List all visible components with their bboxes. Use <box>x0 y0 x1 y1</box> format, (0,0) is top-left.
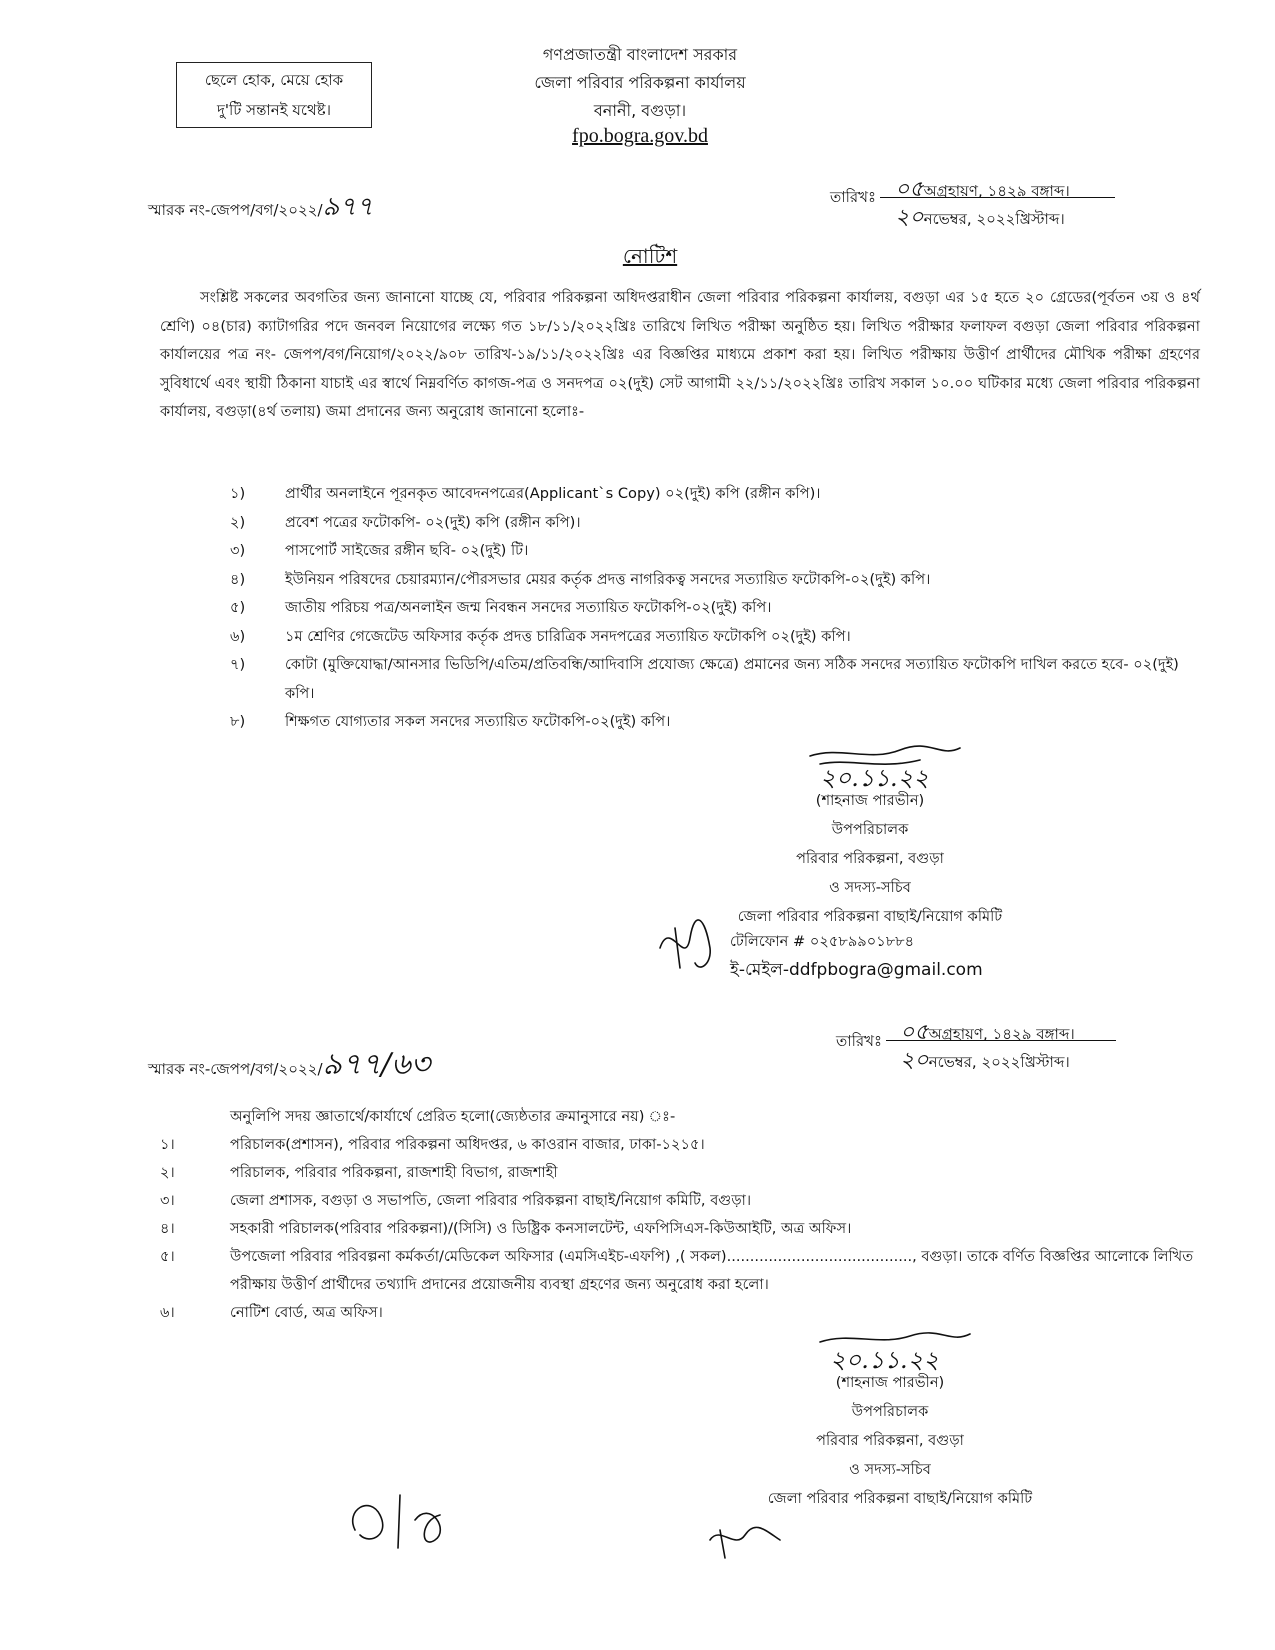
list-item: ২। পরিচালক, পরিবার পরিকল্পনা, রাজশাহী বিভাগ, রাজশাহী <box>160 1164 558 1181</box>
date-greg-1 <box>895 200 1065 237</box>
notice-body <box>160 284 1200 427</box>
signatory-committee: জেলা পরিবার পরিকল্পনা বাছাই/নিয়োগ কমিটি <box>737 908 1003 925</box>
signatory-designation: উপপরিচালক <box>831 821 909 838</box>
signatory-designation: উপপরিচালক <box>851 1403 929 1420</box>
date-label: তারিখঃ <box>830 188 876 206</box>
signature-date-1: ২০.১১.২২ <box>820 764 929 792</box>
distribution-intro: অনুলিপি সদয় জ্ঞাতার্থে/কার্যার্থে প্রেরিত হলো(জ্যেষ্ঠতার ক্রমানুসারে নয়) ঃ- <box>230 1108 676 1125</box>
signatory-office: পরিবার পরিকল্পনা, বগুড়া <box>816 1432 964 1449</box>
required-documents-list <box>230 480 1200 737</box>
signature-block-2 <box>740 1368 1040 1484</box>
signatory-email[interactable]: ই-মেইল-ddfpbogra@gmail.com <box>730 960 983 980</box>
notice-title: নোটিশ <box>622 244 678 268</box>
date-label: তারিখঃ <box>836 1032 882 1050</box>
signatory-name: (শাহনাজ পারভীন) <box>815 792 925 809</box>
website-link[interactable]: fpo.bogra.gov.bd <box>572 125 708 147</box>
list-item: ৪। সহকারী পরিচালক(পরিবার পরিকল্পনা)/(সিসি) ও ডিষ্ট্রিক কনসালটেন্ট, এফপিসিএস-কিউআইটি, অত্র অফিস। <box>160 1220 852 1237</box>
distribution-list <box>160 1103 1200 1327</box>
memo-number-1 <box>148 186 373 230</box>
slogan-box <box>176 62 372 128</box>
signatory-role: ও সদস্য-সচিব <box>849 1461 931 1478</box>
date-bangla-rest: অগ্রহায়ণ, ১৪২৯ বঙ্গাব্দ। <box>923 182 1070 200</box>
list-item: ৫। উপজেলা পরিবার পরিবল্পনা কর্মকর্তা/মেডিকেল অফিসার (এমসিএইচ-এফপি) ,( সকল)........................................, বগুড়া। তাকে বর্ণিত বিজ্ঞপ্তির আলোকে লিখিত পরীক্ষায় উত্তীর্ণ প্রার্থীদের তথ্যাদি প্রদানের প্রয়োজনীয় ব্যবস্থা গ্রহণের জন্য অনুরোধ করা হলো। <box>160 1248 1194 1293</box>
memo-date-2 <box>836 1030 882 1055</box>
initial-scribble-1 <box>650 908 730 978</box>
date-bangla-rest: অগ্রহায়ণ, ১৪২৯ বঙ্গাব্দ। <box>928 1025 1075 1043</box>
date-greg-day: ২০ <box>900 1048 929 1073</box>
slogan-line-2: দু'টি সন্তানই যথেষ্ট। <box>216 101 332 119</box>
list-item: ১) প্রার্থীর অনলাইনে পূরনকৃত আবেদনপত্রের(Applicant`s Copy) ০২(দুই) কপি (রঙ্গীন কপি)। <box>230 485 821 502</box>
signatory-committee: জেলা পরিবার পরিকল্পনা বাছাই/নিয়োগ কমিটি <box>767 1490 1033 1507</box>
list-item: ৮) শিক্ষগত যোগ্যতার সকল সনদের সত্যায়িত ফটোকপি-০২(দুই) কপি। <box>230 713 671 730</box>
notice-body-text: সংশ্লিষ্ট সকলের অবগতির জন্য জানানো যাচ্ছে যে, পরিবার পরিকল্পনা অধিদপ্তরাধীন জেলা পরিবার পরিকল্পনা কার্যালয়, বগুড়া এর ১৫ হতে ২০ গ্রেডের(পূর্বতন ৩য় ও ৪র্থ শ্রেণি) ০৪(চার) ক্যাটাগরির পদে জনবল নিয়োগের লক্ষ্যে গত ১৮/১১/২০২২খ্রিঃ তারিখে লিখিত পরীক্ষা অনুষ্ঠিত হয়। লিখিত পরীক্ষার ফলাফল বগুড়া জেলা পরিবার পরিকল্পনা কার্যালয়ের পত্র নং- জেপপ/বগ/নিয়োগ/২০২২/৯০৮ তারিখ-১৯/১১/২০২২খ্রিঃ এর বিজ্ঞপ্তির মাধ্যমে প্রকাশ করা হয়। লিখিত পরীক্ষায় উত্তীর্ণ প্রার্থীদের মৌখিক পরীক্ষা গ্রহণের সুবিধার্থে এবং স্থায়ী ঠিকানা যাচাই এর স্বার্থে নিম্নবর্ণিত কাগজ-পত্র ও সনদপত্র ০২(দুই) সেট আগামী ২২/১১/২০২২খ্রিঃ তারিখ সকাল ১০.০০ ঘটিকার মধ্যে জেলা পরিবার পরিকল্পনা কার্যালয়, বগুড়া(৪র্থ তলায়) জমা প্রদানের জন্য অনুরোধ জানানো হলোঃ- <box>160 289 1200 420</box>
date-divider <box>880 197 1115 198</box>
date-bangla-day: ০৫ <box>900 1020 929 1045</box>
memo-number-2 <box>148 1040 430 1091</box>
slogan-line-1: ছেলে হোক, মেয়ে হোক <box>204 71 344 89</box>
list-item: ৩) পাসপোর্ট সাইজের রঙ্গীন ছবি- ০২(দুই) টি। <box>230 542 529 559</box>
list-item: ২) প্রবেশ পত্রের ফটোকপি- ০২(দুই) কপি (রঙ্গীন কপি)। <box>230 513 581 531</box>
date-divider <box>886 1040 1116 1041</box>
date-greg-day: ২০ <box>895 205 924 230</box>
signature-block-1 <box>720 786 1020 902</box>
signatory-role: ও সদস্য-সচিব <box>829 879 911 896</box>
list-item: ৪) ইউনিয়ন পরিষদের চেয়ারম্যান/পৌরসভার মেয়র কর্তৃক প্রদত্ত নাগরিকত্ব সনদের সত্যায়িত ফটোকপি-০২(দুই) কপি। <box>230 570 931 588</box>
signatory-name: (শাহনাজ পারভীন) <box>835 1374 945 1391</box>
list-item: ৭) কোটা (মুক্তিযোদ্ধা/আনসার ভিডিপি/এতিম/প্রতিবন্ধি/আদিবাসি প্রযোজ্য ক্ষেত্রে) প্রমানের জন্য সঠিক সনদের সত্যায়িত ফটোকপি দাখিল করতে হবে- ০২(দুই) কপি। <box>230 656 1179 702</box>
header-govt: গণপ্রজাতন্ত্রী বাংলাদেশ সরকার <box>542 45 738 64</box>
list-item: ৫) জাতীয় পরিচয় পত্র/অনলাইন জন্ম নিবন্ধন সনদের সত্যায়িত ফটোকপি-০২(দুই) কপি। <box>230 599 772 616</box>
memo-handwritten-number: ৯৭৭/৬৩ <box>322 1047 431 1082</box>
memo-prefix: স্মারক নং-জেপপ/বগ/২০২২/ <box>148 201 323 219</box>
date-bangla-day: ০৫ <box>895 177 924 202</box>
memo-prefix: স্মারক নং-জেপপ/বগ/২০২২/ <box>148 1060 323 1078</box>
list-item: ৬। নোটিশ বোর্ড, অত্র অফিস। <box>160 1304 383 1321</box>
initial-scribble-3 <box>700 1520 790 1560</box>
list-item: ৬) ১ম শ্রেণির গেজেটেড অফিসার কর্তৃক প্রদত্ত চারিত্রিক সনদপত্রের সত্যায়িত ফটোকপি ০২(দুই) কপি। <box>230 627 851 645</box>
memo-date-1 <box>830 186 876 211</box>
initial-scribble-2 <box>340 1490 480 1550</box>
memo-handwritten-number: ৯৭৭ <box>322 192 374 222</box>
header-address: বনানী, বগুড়া। <box>593 101 687 120</box>
list-item: ৩। জেলা প্রশাসক, বগুড়া ও সভাপতি, জেলা পরিবার পরিকল্পনা বাছাই/নিয়োগ কমিটি, বগুড়া। <box>160 1192 752 1209</box>
date-greg-2 <box>900 1043 1070 1080</box>
signatory-office: পরিবার পরিকল্পনা, বগুড়া <box>796 850 944 867</box>
date-greg-rest: নভেম্বর, ২০২২খ্রিস্টাব্দ। <box>928 1053 1070 1071</box>
date-greg-rest: নভেম্বর, ২০২২খ্রিস্টাব্দ। <box>923 210 1065 228</box>
header-office: জেলা পরিবার পরিকল্পনা কার্যালয় <box>534 73 746 92</box>
list-item: ১। পরিচালক(প্রশাসন), পরিবার পরিকল্পনা অধিদপ্তর, ৬ কাওরান বাজার, ঢাকা-১২১৫। <box>160 1136 705 1153</box>
signature-date-2: ২০.১১.২২ <box>830 1346 939 1374</box>
signatory-phone: টেলিফোন # ০২৫৮৯৯০১৮৮৪ <box>730 933 915 950</box>
